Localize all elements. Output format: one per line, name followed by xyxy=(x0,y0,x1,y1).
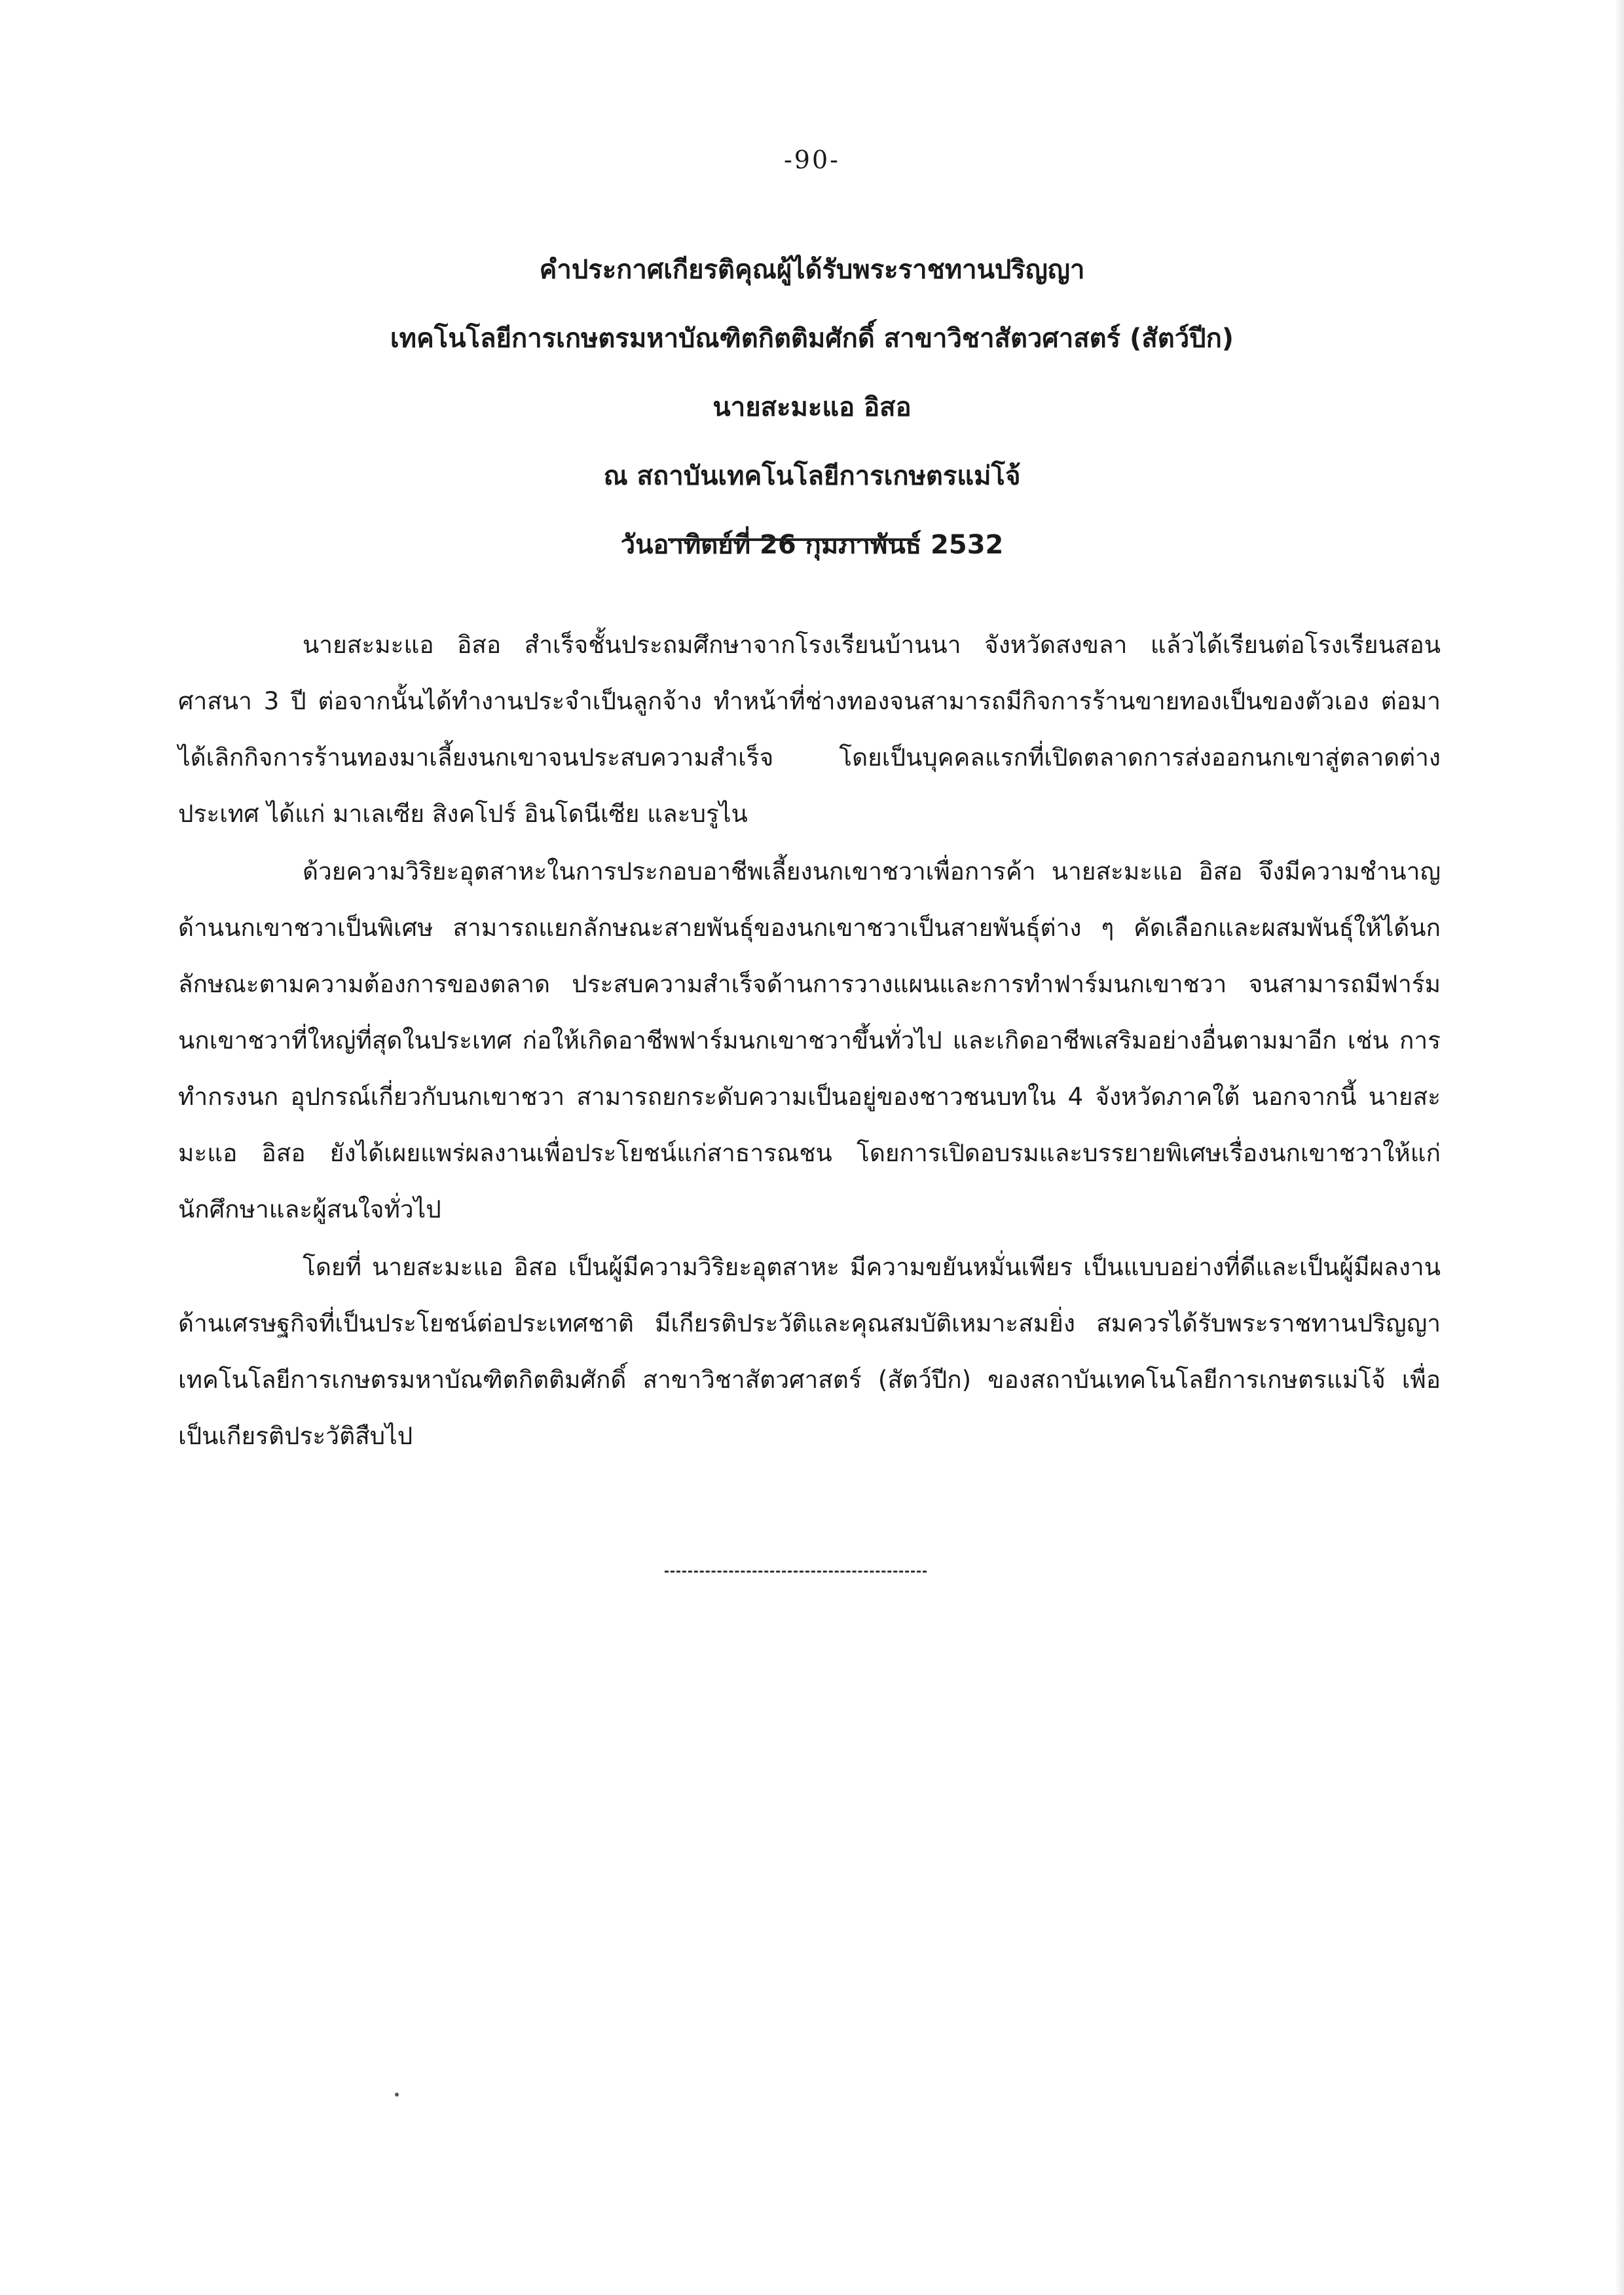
header-title: คำประกาศเกียรติคุณผู้ได้รับพระราชทานปริญญา xyxy=(539,255,1085,285)
body-paragraph-conclusion: โดยที่ นายสะมะแอ อิสอ เป็นผู้มีความวิริยะอุตสาหะ มีความขยันหมั่นเพียร เป็นแบบอย่างที่ดีและเป็นผู้มีผลงานด้านเศรษฐกิจที่เป็นประโยชน์ต่อประเทศชาติ มีเกียรติประวัติและคุณสมบัติเหมาะสมยิ่ง สมควรได้รับพระราชทานปริญญาเทคโนโลยีการเกษตรมหาบัณฑิตกิตติมศักดิ์ สาขาวิชาสัตวศาสตร์ (สัตว์ปีก) ของสถาบันเทคโนโลยีการเกษตรแม่โจ้ เพื่อเป็นเกียรติประวัติสืบไป xyxy=(178,1253,1441,1450)
body-paragraph-biography: นายสะมะแอ อิสอ สำเร็จชั้นประถมศึกษาจากโรงเรียนบ้านนา จังหวัดสงขลา แล้วได้เรียนต่อโรงเรียนสอนศาสนา 3 ปี ต่อจากนั้นได้ทำงานประจำเป็นลูกจ้าง ทำหน้าที่ช่างทองจนสามารถมีกิจการร้านขายทองเป็นของตัวเอง ต่อมาได้เลิกกิจการร้านทองมาเลี้ยงนกเขาจนประสบความสำเร็จ โดยเป็นบุคคลแรกที่เปิดตลาดการส่งออกนกเขาสู่ตลาดต่างประเทศ ได้แก่ มาเลเซีย สิงคโปร์ อินโดนีเซีย และบรูไน xyxy=(178,631,1441,828)
citation-body xyxy=(178,617,1441,1466)
citation-header xyxy=(0,236,1624,580)
header-recipient-name: นายสะมะแอ อิสอ xyxy=(712,392,912,422)
header-institution: ณ สถาบันเทคโนโลยีการเกษตรแม่โจ้ xyxy=(603,461,1021,491)
header-degree: เทคโนโลยีการเกษตรมหาบัณฑิตกิตติมศักดิ์ สาขาวิชาสัตวศาสตร์ (สัตว์ปีก) xyxy=(390,324,1234,354)
header-date: วันอาทิตย์ที่ 26 กุมภาพันธ์ 2532 xyxy=(620,530,1004,560)
footer-separator-rule xyxy=(665,1571,927,1573)
page-number: -90- xyxy=(783,145,841,174)
scan-speck xyxy=(395,2093,399,2097)
header-separator-rule xyxy=(668,538,920,541)
body-paragraph-achievements: ด้วยความวิริยะอุตสาหะในการประกอบอาชีพเลี้ยงนกเขาชวาเพื่อการค้า นายสะมะแอ อิสอ จึงมีความชำนาญด้านนกเขาชวาเป็นพิเศษ สามารถแยกลักษณะสายพันธุ์ของนกเขาชวาเป็นสายพันธุ์ต่าง ๆ คัดเลือกและผสมพันธุ์ให้ได้นกลักษณะตามความต้องการของตลาด ประสบความสำเร็จด้านการวางแผนและการทำฟาร์มนกเขาชวา จนสามารถมีฟาร์มนกเขาชวาที่ใหญ่ที่สุดในประเทศ ก่อให้เกิดอาชีพฟาร์มนกเขาชวาขึ้นทั่วไป และเกิดอาชีพเสริมอย่างอื่นตามมาอีก เช่น การทำกรงนก อุปกรณ์เกี่ยวกับนกเขาชวา สามารถยกระดับความเป็นอยู่ของชาวชนบทใน 4 จังหวัดภาคใต้ นอกจากนี้ นายสะมะแอ อิสอ ยังได้เผยแพร่ผลงานเพื่อประโยชน์แก่สาธารณชน โดยการเปิดอบรมและบรรยายพิเศษเรื่องนกเขาชวาให้แก่นักศึกษาและผู้สนใจทั่วไป xyxy=(178,857,1441,1223)
